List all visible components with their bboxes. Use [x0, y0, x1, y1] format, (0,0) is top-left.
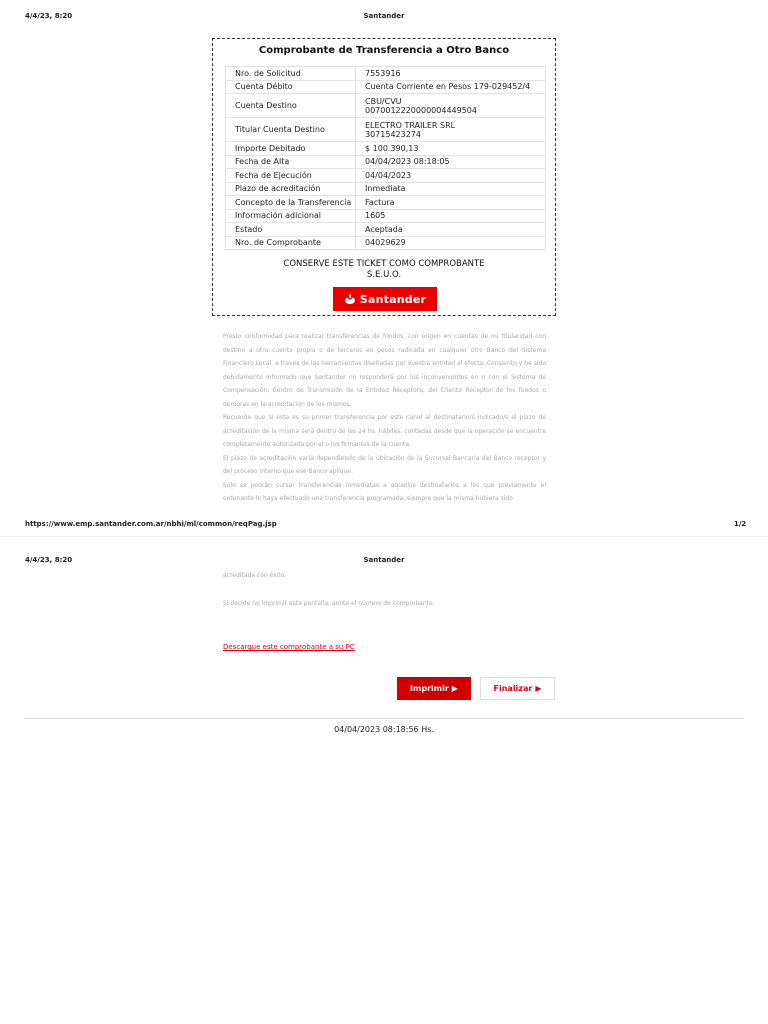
row-value: Cuenta Corriente en Pesos 179-029452/4	[356, 80, 546, 94]
row-value: Factura	[356, 196, 546, 210]
row-value: 7553916	[356, 67, 546, 81]
logo-text: Santander	[359, 292, 427, 306]
legal-text	[223, 330, 546, 506]
timestamp: 04/04/2023 08:18:56 Hs.	[334, 725, 434, 734]
table-row	[226, 142, 546, 156]
santander-logo	[333, 287, 437, 311]
legal-paragraph: Recuerde que si esta es su primer transferencia por este canal al destinatario/s indicado/s el plazo de acreditación de la misma será dentro de las 24 hs. hábiles, contadas desde que la operación se encuentre completamente autorizada por el o los firmantes de la cuenta.	[223, 414, 546, 448]
table-row	[226, 80, 546, 94]
legal-paragraph: El plazo de acreditación varía dependiendo de la ubicación de la Sucursal Bancaria del Banco receptor y del proceso interno que ese Banco aplique.	[223, 454, 546, 475]
print-button[interactable]	[397, 677, 471, 700]
receipt-title: Comprobante de Transferencia a Otro Banco	[258, 45, 510, 56]
table-row	[226, 169, 546, 183]
row-label: Información adicional	[226, 209, 356, 223]
legal-paragraph: Presto conformidad para realizar transferencias de fondos, con origen en cuentas de mi titularidad con destino a otra cuenta propia o de terceros en pesos radicada en cualquier otro Banco del Sistema Financiero Local, a través de las herramientas diseñadas por vuestra entidad al efecto. Consiento y he sido debidamente informado que Santander no responderá por los inconvenientes en o con el Sistema de Compensación, Centro de Transmisión de la Entidad Receptora, del Cliente Receptor de los fondos o demoras en la acreditación de los mismos.	[223, 333, 546, 408]
legal-paragraph: Solo se podrán cursar transferencias inmediatas a aquellos destinatarios a los que previamente el ordenante le haya efectuado una transferencia programada, siempre que la misma hubiera sido	[223, 481, 546, 502]
legal-text-continued	[223, 569, 546, 583]
row-label: Concepto de la Transferencia	[226, 196, 356, 210]
row-label: Titular Cuenta Destino	[226, 118, 356, 142]
row-value	[356, 118, 546, 142]
table-row	[226, 94, 546, 118]
row-label: Cuenta Débito	[226, 80, 356, 94]
row-value: 04029629	[356, 236, 546, 250]
legal-paragraph: Si decide no imprimir esta pantalla, anote el número de comprobante.	[223, 600, 435, 607]
table-row	[226, 182, 546, 196]
page-footer-url: https://www.emp.santander.com.ar/nbhi/ml/common/reqPag.jsp	[25, 520, 277, 528]
table-row	[226, 118, 546, 142]
divider	[25, 718, 743, 719]
play-arrow-icon: ▶	[451, 684, 458, 693]
legal-paragraph: acreditada con éxito.	[223, 572, 287, 579]
page-header-datetime: 4/4/23, 8:20	[25, 12, 73, 20]
table-row	[226, 236, 546, 250]
row-label: Cuenta Destino	[226, 94, 356, 118]
row-label: Fecha de Ejecución	[226, 169, 356, 183]
row-value-line: CBU/CVU	[365, 96, 402, 106]
row-value: $ 100.390,13	[356, 142, 546, 156]
row-label: Nro. de Solicitud	[226, 67, 356, 81]
seuo-line: S.E.U.O.	[366, 270, 402, 280]
row-value-line: ELECTRO TRAILER SRL	[365, 120, 456, 130]
row-value-line: 30715423274	[365, 129, 421, 139]
row-label: Nro. de Comprobante	[226, 236, 356, 250]
row-value	[356, 94, 546, 118]
table-row	[226, 209, 546, 223]
row-label: Plazo de acreditación	[226, 182, 356, 196]
row-value: 04/04/2023	[356, 169, 546, 183]
receipt-box	[212, 38, 556, 316]
row-label: Estado	[226, 223, 356, 237]
page-header-title: Santander	[363, 12, 405, 20]
page-header-title: Santander	[363, 556, 405, 564]
row-value: Aceptada	[356, 223, 546, 237]
page-separator	[0, 536, 768, 537]
receipt-details-table	[225, 66, 546, 250]
play-arrow-icon: ▶	[535, 684, 542, 693]
finish-button-label: Finalizar	[493, 684, 533, 693]
row-value: 04/04/2023 08:18:05	[356, 155, 546, 169]
conserve-line: CONSERVE ESTE TICKET COMO COMPROBANTE	[283, 259, 485, 269]
table-row	[226, 155, 546, 169]
table-row	[226, 67, 546, 81]
row-value-line: 0070012220000004449504	[365, 105, 477, 115]
santander-flame-icon	[344, 293, 356, 305]
print-button-label: Imprimir	[410, 684, 449, 693]
table-row	[226, 196, 546, 210]
table-row	[226, 223, 546, 237]
page-header-datetime: 4/4/23, 8:20	[25, 556, 73, 564]
download-receipt-link[interactable]: Descargue este comprobante a su PC	[223, 643, 355, 651]
finish-button[interactable]	[480, 677, 555, 700]
page-footer-number: 1/2	[734, 520, 747, 528]
row-label: Fecha de Alta	[226, 155, 356, 169]
row-value: 1605	[356, 209, 546, 223]
row-value: Inmediata	[356, 182, 546, 196]
print-notice	[223, 597, 546, 611]
row-label: Importe Debitado	[226, 142, 356, 156]
conserve-notice	[213, 259, 555, 281]
